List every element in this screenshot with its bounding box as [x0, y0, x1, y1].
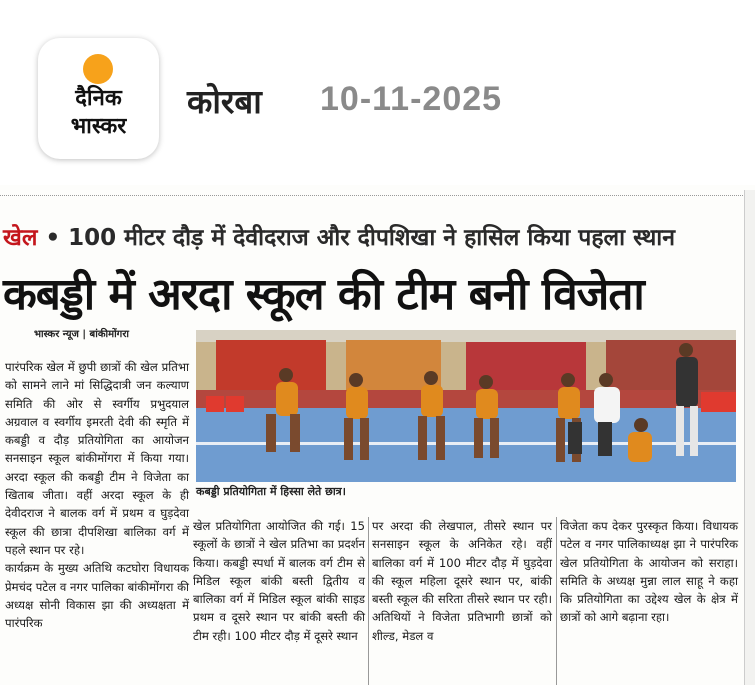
article-column-4: विजेता कप देकर पुरस्कृत किया। विधायक पटेल व नगर पालिकाध्यक्ष झा ने पारंपरिक खेल प्रतियोगिता के आयोजन को सराहा। समिति के अध्यक्ष मुन्ना लाल साहू ने कहा कि प्रतियोगिता का उद्देश्य खेल के क्षेत्र में छात्रों को आगे बढ़ाना रहा।	[560, 519, 738, 625]
edition-date: 10-11-2025	[320, 80, 503, 118]
column-rule	[368, 517, 369, 685]
photo-caption: कबड्डी प्रतियोगिता में हिस्सा लेते छात्र।	[196, 485, 346, 498]
article-headline: कबड्डी में अरदा स्कूल की टीम बनी विजेता	[3, 269, 644, 320]
sun-icon	[83, 54, 113, 84]
logo-line1: दैनिक	[75, 86, 122, 111]
article-column-3: पर अरदा की लेखपाल, तीसरे स्थान पर सनसाइन स्कूल के अनिकेत रहे। वहीं बालिका वर्ग में 100 मीटर दौड़ में घुड़देवा की स्कूल महिला दूसरे स्थान पर, बांकी बस्ती स्कूल की सरिता तीसरे स्थान पर रही। अतिथियों ने विजेता प्रतिभागी छात्रों को शील्ड, मेडल व	[372, 519, 552, 643]
app-header	[0, 0, 755, 185]
article-byline: भास्कर न्यूज | बांकीमोंगरा	[34, 329, 129, 340]
kabaddi-scene	[196, 330, 736, 482]
dainik-bhaskar-logo[interactable]	[38, 38, 159, 159]
article-column-1	[5, 358, 189, 632]
logo-line2: भास्कर	[70, 114, 127, 139]
adjacent-column-edge	[744, 190, 755, 685]
edition-city: कोरबा	[187, 82, 262, 121]
clipped-previous-article	[0, 195, 755, 202]
article-column-2: खेल प्रतियोगिता आयोजित की गई। 15 स्कूलों के छात्रों ने खेल प्रतिभा का प्रदर्शन किया। कबड्डी स्पर्धा में बालक वर्ग टीम से मिडिल स्कूल बांकी बस्ती द्वितीय व बालिका वर्ग में मिडिल स्कूल बांकी साइड प्रथम व दूसरे स्थान पर बांकी बस्ती की टीम रही। 100 मीटर दौड़ में दूसरे स्थान	[193, 519, 365, 643]
kicker-separator: •	[45, 225, 69, 251]
kicker-text: 100 मीटर दौड़ में देवीदराज और दीपशिखा ने हासिल किया पहला स्थान	[68, 225, 676, 251]
kicker-tag: खेल	[3, 225, 38, 251]
column-1-para-2: कार्यक्रम के मुख्य अतिथि कटघोरा विधायक प्रेमचंद पटेल व नगर पालिका बांकीमोंगरा की अध्यक्ष सोनी विकास झा की अध्यक्षता में पारंपरिक	[5, 561, 189, 631]
column-1-para-1: पारंपरिक खेल में छुपी छात्रों की खेल प्रतिभा को सामने लाने मां सिद्धिदात्री जन कल्याण समिति की ओर से स्वर्गीय प्रभुदयाल अग्रवाल व स्वर्गीय इमरती देवी की स्मृति में कबड्डी व दौड़ प्रतियोगिता का आयोजन सनसाइन स्कूल बांकीमोंगरा में किया गया। अरदा स्कूल की कबड्डी टीम ने विजेता का खिताब जीता। वहीं अरदा स्कूल के ही देवीदराज ने बालक वर्ग में प्रथम व घुड़देवा स्कूल की छात्रा दीपशिखा बालिका वर्ग में पहले स्थान पर रहे।	[5, 360, 189, 557]
column-rule	[556, 517, 557, 685]
article-kicker	[3, 220, 675, 252]
kabaddi-photo	[196, 330, 736, 482]
